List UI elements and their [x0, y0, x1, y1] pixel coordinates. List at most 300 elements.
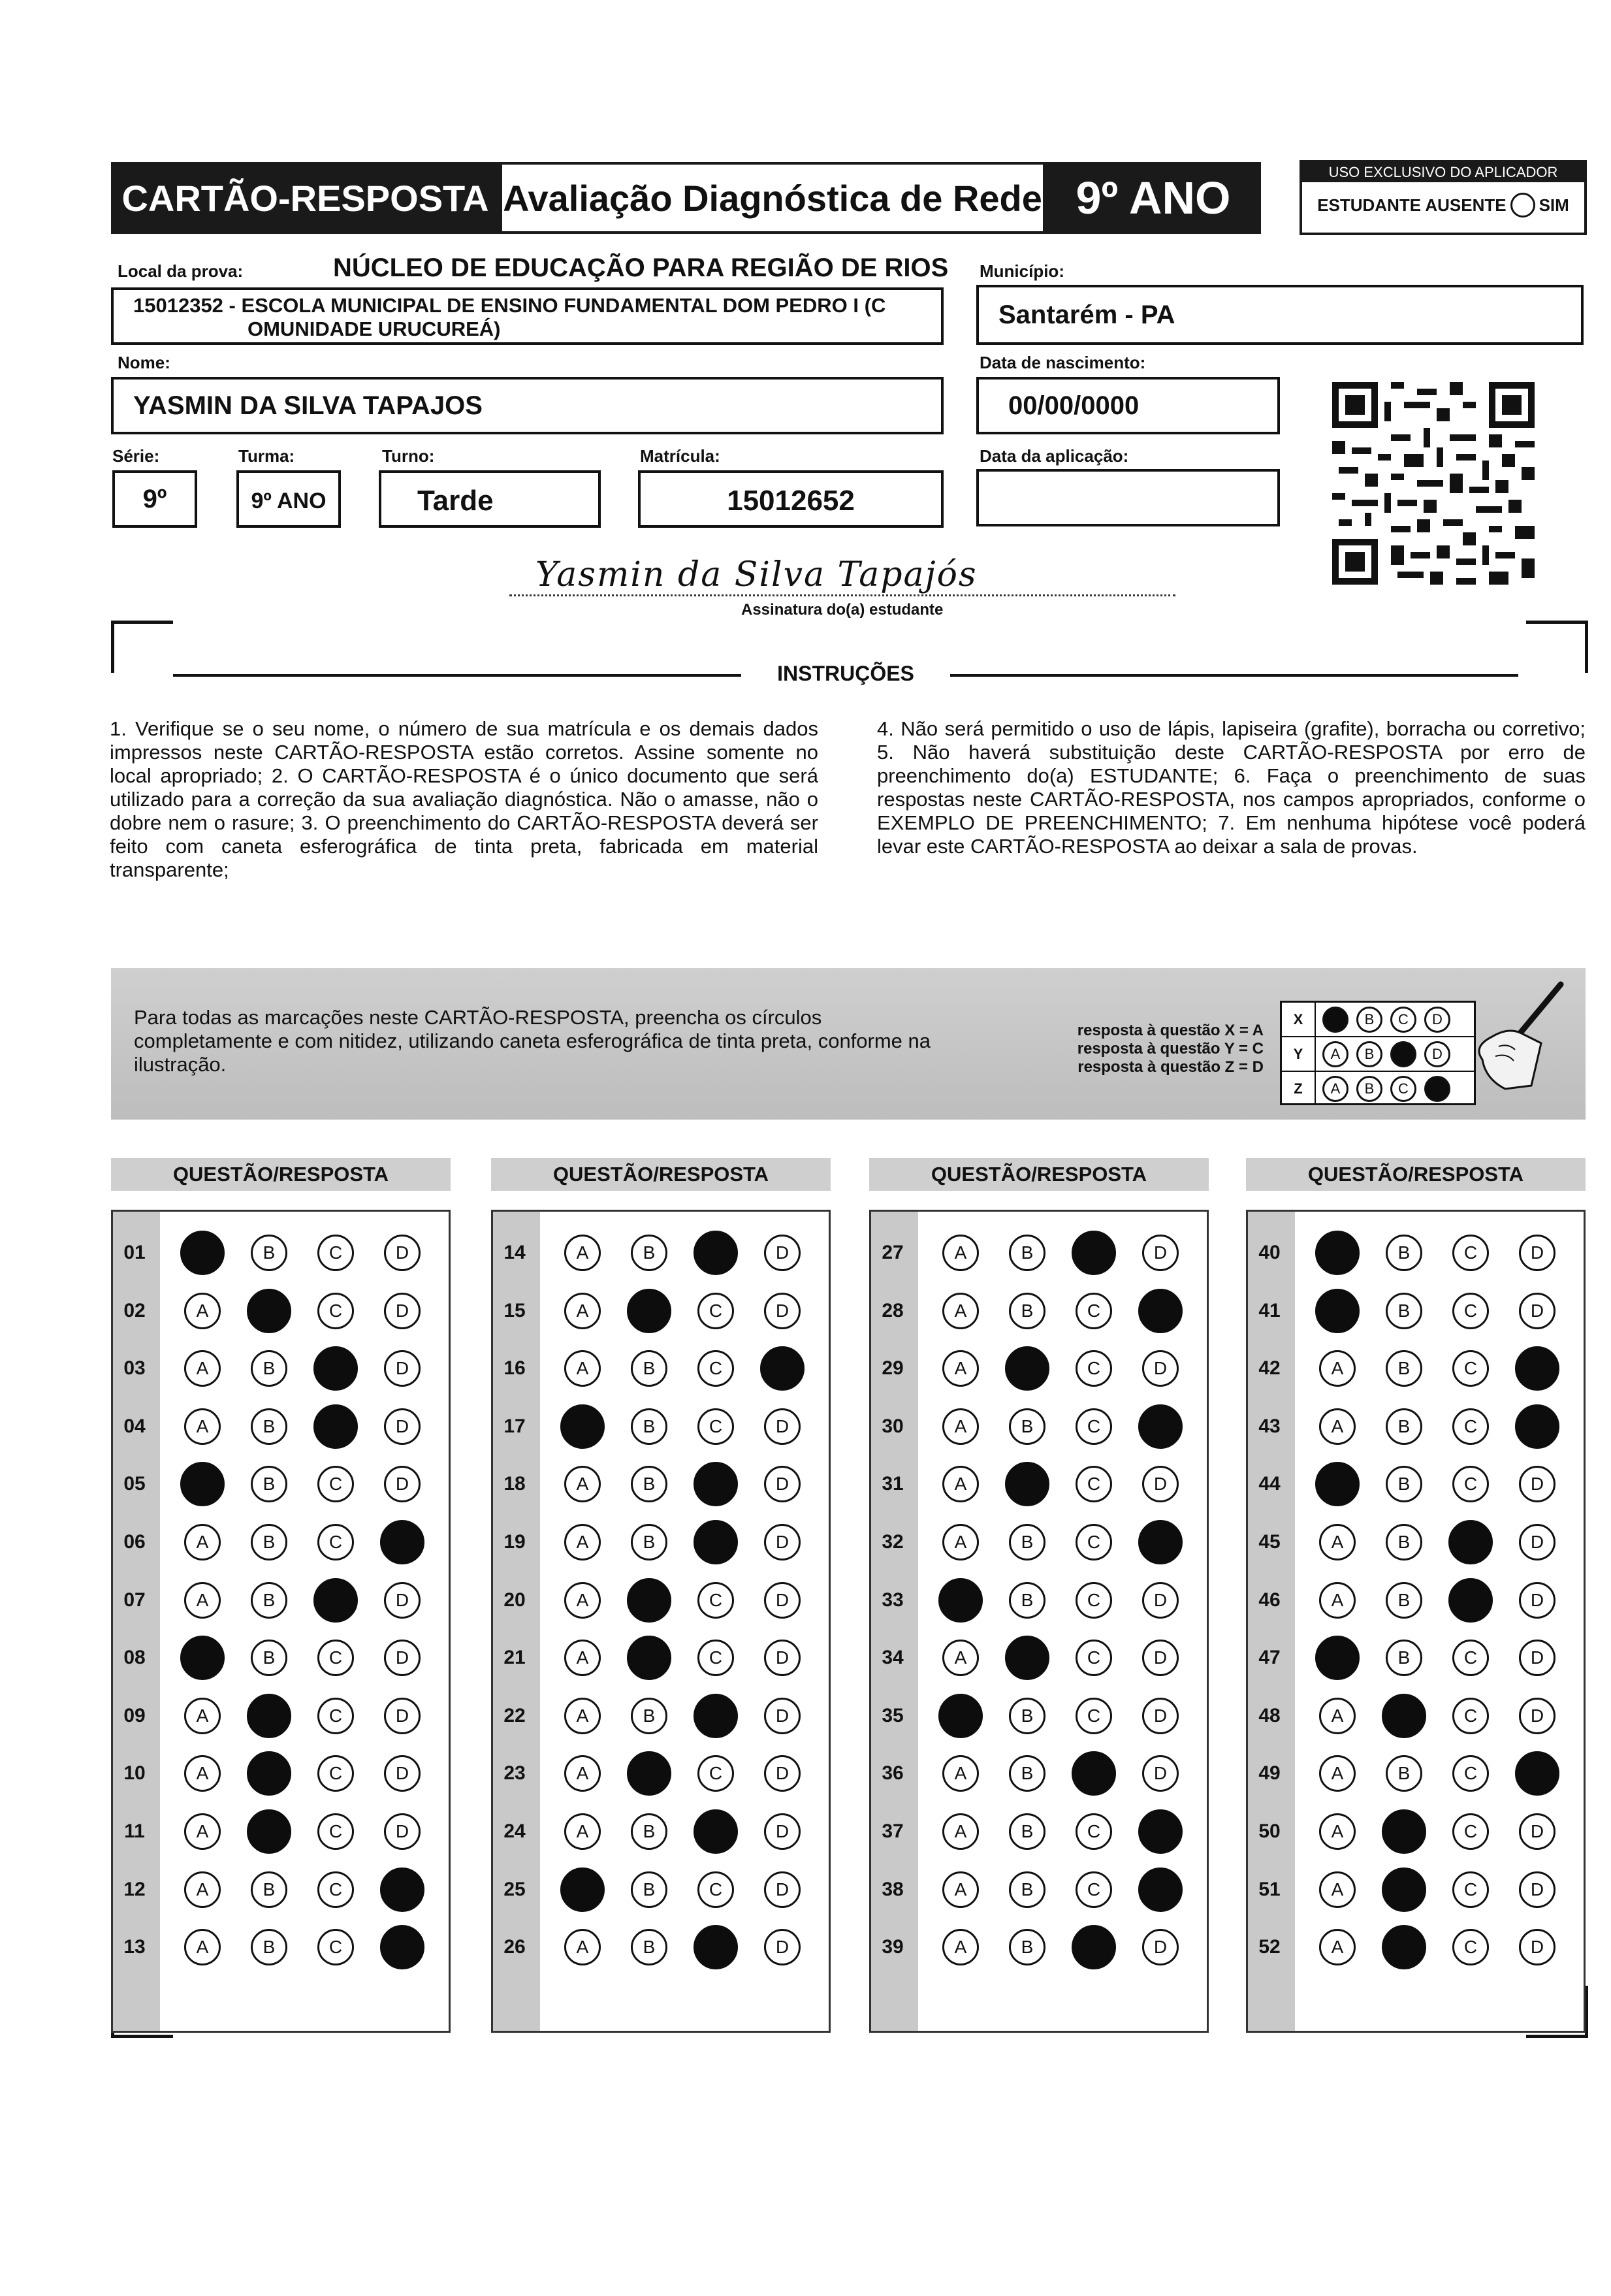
absent-checkbox[interactable]	[1510, 193, 1535, 218]
bubble-c[interactable]: C	[1452, 1235, 1489, 1271]
bubble-d[interactable]: D	[1142, 1929, 1179, 1965]
bubble-b-filled[interactable]	[627, 1289, 671, 1333]
bubble-d[interactable]: D	[384, 1466, 421, 1502]
bubble-b[interactable]: B	[251, 1929, 287, 1965]
bubble-a[interactable]: A	[942, 1524, 979, 1560]
bubble-b[interactable]: B	[251, 1640, 287, 1676]
question-number: 33	[882, 1589, 904, 1611]
bubble-d[interactable]: D	[384, 1640, 421, 1676]
bubble-c[interactable]: C	[697, 1350, 734, 1387]
bubble-c[interactable]: C	[1452, 1640, 1489, 1676]
bubble-b[interactable]: B	[1009, 1524, 1045, 1560]
bubble-d[interactable]: D	[764, 1524, 801, 1560]
bubble-d-filled[interactable]	[1138, 1868, 1183, 1912]
bubble-a-filled[interactable]	[180, 1636, 225, 1680]
bubble-b[interactable]: B	[1386, 1640, 1422, 1676]
bubble-c-filled[interactable]	[1448, 1578, 1493, 1623]
bubble-b[interactable]: B	[1386, 1350, 1422, 1387]
question-number: 06	[123, 1531, 146, 1553]
bubble-c-filled[interactable]	[1072, 1751, 1116, 1796]
bubble-c[interactable]: C	[1076, 1524, 1112, 1560]
bubble-a[interactable]: A	[184, 1698, 221, 1734]
question-row	[111, 1289, 451, 1333]
bubble-b[interactable]: B	[1386, 1466, 1422, 1502]
bubble-c[interactable]: C	[1076, 1408, 1112, 1445]
bubble-b-filled[interactable]	[247, 1694, 291, 1738]
question-row	[1246, 1925, 1586, 1969]
bubble-a[interactable]: A	[184, 1350, 221, 1387]
bubble-c[interactable]: C	[1076, 1293, 1112, 1329]
bubble-d[interactable]: D	[1519, 1640, 1555, 1676]
example-legend-y: resposta à questão Y = C	[1077, 1040, 1264, 1058]
question-row	[869, 1809, 1209, 1854]
example-bubble-c-filled	[1390, 1041, 1416, 1067]
bubble-c[interactable]: C	[1452, 1813, 1489, 1850]
bubble-a[interactable]: A	[564, 1235, 601, 1271]
bubble-b[interactable]: B	[1009, 1293, 1045, 1329]
bubble-b[interactable]: B	[631, 1466, 667, 1502]
bubble-c[interactable]: C	[1452, 1466, 1489, 1502]
example-row-label: Y	[1282, 1037, 1316, 1071]
question-number: 26	[503, 1936, 526, 1958]
bubble-c[interactable]: C	[697, 1582, 734, 1619]
bubble-a[interactable]: A	[942, 1466, 979, 1502]
question-row	[491, 1289, 831, 1333]
question-row	[491, 1636, 831, 1680]
bubble-b[interactable]: B	[631, 1929, 667, 1965]
bubble-d[interactable]: D	[384, 1235, 421, 1271]
bubble-a[interactable]: A	[1319, 1755, 1356, 1792]
bubble-a[interactable]: A	[184, 1813, 221, 1850]
bubble-a[interactable]: A	[942, 1235, 979, 1271]
bubble-c[interactable]: C	[1452, 1871, 1489, 1908]
bubble-d[interactable]: D	[1142, 1640, 1179, 1676]
bubble-c-filled[interactable]	[313, 1578, 358, 1623]
bubble-c-filled[interactable]	[1072, 1925, 1116, 1969]
question-number: 41	[1258, 1299, 1281, 1321]
matricula-field: 15012652	[638, 470, 944, 528]
bubble-b[interactable]: B	[251, 1408, 287, 1445]
bubble-b-filled[interactable]	[1005, 1346, 1049, 1391]
bubble-d[interactable]: D	[1142, 1235, 1179, 1271]
question-row	[111, 1404, 451, 1449]
bubble-b[interactable]: B	[631, 1235, 667, 1271]
bubble-c[interactable]: C	[1452, 1755, 1489, 1792]
question-number: 07	[123, 1589, 146, 1611]
question-number: 01	[123, 1242, 146, 1263]
bubble-d-filled[interactable]	[380, 1925, 424, 1969]
bubble-b-filled[interactable]	[247, 1751, 291, 1796]
bubble-d[interactable]: D	[1519, 1698, 1555, 1734]
bubble-a[interactable]: A	[564, 1813, 601, 1850]
bubble-c-filled[interactable]	[694, 1809, 738, 1854]
bubble-a[interactable]: A	[1319, 1929, 1356, 1965]
bubble-b-filled[interactable]	[247, 1289, 291, 1333]
column-header: QUESTÃO/RESPOSTA	[111, 1158, 451, 1191]
bubble-b[interactable]: B	[1386, 1235, 1422, 1271]
signature-label: Assinatura do(a) estudante	[741, 601, 944, 619]
example-row-x	[1282, 1003, 1474, 1037]
example-bubble-d-filled	[1424, 1076, 1450, 1102]
question-number: 46	[1258, 1589, 1281, 1611]
bubble-c[interactable]: C	[697, 1293, 734, 1329]
bubble-a-filled[interactable]	[560, 1868, 605, 1912]
example-band	[111, 968, 1586, 1120]
bubble-d[interactable]: D	[764, 1466, 801, 1502]
bubble-c[interactable]: C	[317, 1466, 354, 1502]
bubble-a[interactable]: A	[564, 1929, 601, 1965]
bubble-b[interactable]: B	[1009, 1813, 1045, 1850]
bubble-a[interactable]: A	[1319, 1871, 1356, 1908]
bubble-b[interactable]: B	[631, 1871, 667, 1908]
bubble-c[interactable]: C	[1076, 1698, 1112, 1734]
bubble-b[interactable]: B	[1386, 1755, 1422, 1792]
bubble-a-filled[interactable]	[180, 1231, 225, 1275]
bubble-c[interactable]: C	[317, 1293, 354, 1329]
bubble-c[interactable]: C	[1452, 1929, 1489, 1965]
bubble-a[interactable]: A	[942, 1813, 979, 1850]
nascimento-label: Data de nascimento:	[980, 353, 1146, 372]
bubble-b[interactable]: B	[1386, 1293, 1422, 1329]
bubble-d[interactable]: D	[1519, 1929, 1555, 1965]
question-row	[1246, 1694, 1586, 1738]
bubble-d[interactable]: D	[384, 1698, 421, 1734]
bubble-a[interactable]: A	[564, 1582, 601, 1619]
example-bubble-a: A	[1322, 1076, 1348, 1102]
bubble-d[interactable]: D	[1519, 1524, 1555, 1560]
bubble-c-filled[interactable]	[1448, 1520, 1493, 1564]
bubble-d[interactable]: D	[1142, 1466, 1179, 1502]
question-row	[111, 1694, 451, 1738]
bubble-d[interactable]: D	[1519, 1813, 1555, 1850]
bubble-c-filled[interactable]	[694, 1520, 738, 1564]
bubble-d-filled[interactable]	[1138, 1809, 1183, 1854]
bubble-b[interactable]: B	[1009, 1698, 1045, 1734]
bubble-c[interactable]: C	[317, 1755, 354, 1792]
bubble-d[interactable]: D	[1519, 1293, 1555, 1329]
question-number: 36	[882, 1762, 904, 1785]
bubble-d[interactable]: D	[1142, 1755, 1179, 1792]
bubble-a[interactable]: A	[942, 1755, 979, 1792]
bubble-c[interactable]: C	[1076, 1582, 1112, 1619]
bubble-a[interactable]: A	[184, 1293, 221, 1329]
bubble-c[interactable]: C	[1076, 1813, 1112, 1850]
bubble-a[interactable]: A	[1319, 1698, 1356, 1734]
bubble-a-filled[interactable]	[1315, 1289, 1360, 1333]
bubble-d[interactable]: D	[384, 1813, 421, 1850]
bubble-b[interactable]: B	[251, 1871, 287, 1908]
bubble-a[interactable]: A	[564, 1698, 601, 1734]
bubble-a[interactable]: A	[184, 1871, 221, 1908]
question-number: 02	[123, 1299, 146, 1321]
bubble-c[interactable]: C	[1452, 1408, 1489, 1445]
corner-bracket-top-right	[1526, 621, 1588, 673]
question-number: 45	[1258, 1531, 1281, 1553]
question-number: 18	[503, 1473, 526, 1495]
question-number: 49	[1258, 1762, 1281, 1785]
bubble-a[interactable]: A	[1319, 1813, 1356, 1850]
bubble-c[interactable]: C	[317, 1813, 354, 1850]
municipio-label: Município:	[980, 261, 1064, 281]
question-number: 40	[1258, 1242, 1281, 1263]
question-number: 20	[503, 1589, 526, 1611]
bubble-c-filled[interactable]	[694, 1231, 738, 1275]
bubble-b-filled[interactable]	[1382, 1925, 1426, 1969]
bubble-b[interactable]: B	[1009, 1755, 1045, 1792]
question-number: 34	[882, 1647, 904, 1669]
bubble-b[interactable]: B	[1386, 1524, 1422, 1560]
question-row	[1246, 1520, 1586, 1564]
question-number: 09	[123, 1704, 146, 1726]
bubble-a[interactable]: A	[184, 1929, 221, 1965]
bubble-b[interactable]: B	[631, 1813, 667, 1850]
question-number: 37	[882, 1820, 904, 1842]
bubble-a[interactable]: A	[942, 1293, 979, 1329]
bubble-a[interactable]: A	[184, 1524, 221, 1560]
bubble-b-filled[interactable]	[247, 1809, 291, 1854]
bubble-d[interactable]: D	[1519, 1582, 1555, 1619]
question-row	[491, 1346, 831, 1391]
question-number: 25	[503, 1878, 526, 1900]
bubble-a[interactable]: A	[1319, 1350, 1356, 1387]
bubble-c-filled[interactable]	[313, 1346, 358, 1391]
bubble-a[interactable]: A	[942, 1929, 979, 1965]
bubble-a[interactable]: A	[184, 1408, 221, 1445]
instructions-rule-right	[950, 674, 1518, 677]
aplicacao-field	[976, 469, 1280, 526]
bubble-d[interactable]: D	[1519, 1871, 1555, 1908]
bubble-a[interactable]: A	[942, 1350, 979, 1387]
bubble-b[interactable]: B	[1009, 1408, 1045, 1445]
bubble-d[interactable]: D	[764, 1929, 801, 1965]
school-field	[111, 287, 944, 345]
bubble-d-filled[interactable]	[1515, 1346, 1559, 1391]
applicator-label: USO EXCLUSIVO DO APLICADOR	[1302, 163, 1584, 182]
bubble-c-filled[interactable]	[694, 1462, 738, 1506]
bubble-c[interactable]: C	[1076, 1350, 1112, 1387]
question-row	[111, 1578, 451, 1623]
bubble-c[interactable]: C	[1076, 1466, 1112, 1502]
example-row-label: X	[1282, 1003, 1316, 1036]
bubble-c[interactable]: C	[1452, 1293, 1489, 1329]
bubble-c[interactable]: C	[1452, 1698, 1489, 1734]
question-row	[1246, 1404, 1586, 1449]
bubble-b[interactable]: B	[1009, 1235, 1045, 1271]
question-row	[869, 1694, 1209, 1738]
bubble-d[interactable]: D	[1519, 1235, 1555, 1271]
bubble-d-filled[interactable]	[1138, 1289, 1183, 1333]
bubble-c-filled[interactable]	[313, 1404, 358, 1449]
bubble-b[interactable]: B	[631, 1408, 667, 1445]
question-row	[111, 1925, 451, 1969]
bubble-a[interactable]: A	[1319, 1408, 1356, 1445]
question-number: 47	[1258, 1647, 1281, 1669]
turma-field: 9º ANO	[236, 470, 341, 528]
bubble-d[interactable]: D	[1142, 1698, 1179, 1734]
question-number: 10	[123, 1762, 146, 1785]
bubble-c[interactable]: C	[697, 1755, 734, 1792]
local-region: NÚCLEO DE EDUCAÇÃO PARA REGIÃO DE RIOS	[333, 253, 949, 282]
column-header: QUESTÃO/RESPOSTA	[869, 1158, 1209, 1191]
bubble-d[interactable]: D	[764, 1698, 801, 1734]
bubble-d[interactable]: D	[1142, 1350, 1179, 1387]
bubble-d-filled[interactable]	[1138, 1520, 1183, 1564]
question-number: 52	[1258, 1936, 1281, 1958]
applicator-box	[1300, 160, 1587, 235]
bubble-b-filled[interactable]	[1005, 1636, 1049, 1680]
bubble-d[interactable]: D	[764, 1640, 801, 1676]
bubble-b-filled[interactable]	[1005, 1462, 1049, 1506]
bubble-b-filled[interactable]	[1382, 1868, 1426, 1912]
bubble-c[interactable]: C	[1452, 1350, 1489, 1387]
bubble-d[interactable]: D	[384, 1582, 421, 1619]
bubble-c[interactable]: C	[697, 1871, 734, 1908]
bubble-b-filled[interactable]	[627, 1751, 671, 1796]
question-number: 32	[882, 1531, 904, 1553]
bubble-b[interactable]: B	[251, 1466, 287, 1502]
bubble-a-filled[interactable]	[560, 1404, 605, 1449]
bubble-d[interactable]: D	[764, 1755, 801, 1792]
bubble-c-filled[interactable]	[1072, 1231, 1116, 1275]
bubble-a[interactable]: A	[564, 1293, 601, 1329]
turma-label: Turma:	[238, 446, 295, 466]
bubble-b[interactable]: B	[251, 1350, 287, 1387]
question-number: 08	[123, 1647, 146, 1669]
bubble-a[interactable]: A	[1319, 1524, 1356, 1560]
question-number: 13	[123, 1936, 146, 1958]
bubble-d-filled[interactable]	[1515, 1751, 1559, 1796]
bubble-d[interactable]: D	[384, 1293, 421, 1329]
qr-code	[1332, 382, 1535, 585]
question-row	[1246, 1462, 1586, 1506]
bubble-d[interactable]: D	[764, 1408, 801, 1445]
bubble-b[interactable]: B	[1009, 1929, 1045, 1965]
bubble-a[interactable]: A	[564, 1524, 601, 1560]
serie-field: 9º	[112, 470, 197, 528]
bubble-c[interactable]: C	[317, 1235, 354, 1271]
bubble-d[interactable]: D	[384, 1755, 421, 1792]
question-number: 11	[124, 1820, 145, 1842]
bubble-d-filled[interactable]	[760, 1346, 805, 1391]
example-row-y	[1282, 1037, 1474, 1072]
bubble-b[interactable]: B	[1386, 1408, 1422, 1445]
bubble-c[interactable]: C	[317, 1929, 354, 1965]
bubble-d[interactable]: D	[1519, 1466, 1555, 1502]
bubble-c[interactable]: C	[317, 1524, 354, 1560]
question-number: 48	[1258, 1704, 1281, 1726]
question-row	[111, 1231, 451, 1275]
bubble-c-filled[interactable]	[694, 1694, 738, 1738]
question-number: 19	[503, 1531, 526, 1553]
bubble-c[interactable]: C	[1076, 1871, 1112, 1908]
bubble-d[interactable]: D	[764, 1235, 801, 1271]
bubble-a[interactable]: A	[942, 1871, 979, 1908]
bubble-a[interactable]: A	[942, 1640, 979, 1676]
bubble-c[interactable]: C	[1076, 1640, 1112, 1676]
question-number: 42	[1258, 1357, 1281, 1380]
column-header: QUESTÃO/RESPOSTA	[1246, 1158, 1586, 1191]
question-number: 43	[1258, 1415, 1281, 1437]
bubble-a[interactable]: A	[184, 1582, 221, 1619]
question-number: 39	[882, 1936, 904, 1958]
bubble-d[interactable]: D	[1142, 1582, 1179, 1619]
example-bubble-b: B	[1356, 1076, 1382, 1102]
local-label: Local da prova:	[118, 261, 244, 281]
bubble-b[interactable]: B	[631, 1698, 667, 1734]
question-number: 21	[503, 1647, 526, 1669]
bubble-a[interactable]: A	[564, 1755, 601, 1792]
question-row	[869, 1231, 1209, 1275]
instructions-rule-left	[173, 674, 741, 677]
bubble-b[interactable]: B	[251, 1582, 287, 1619]
bubble-b-filled[interactable]	[1382, 1809, 1426, 1854]
bubble-d-filled[interactable]	[1515, 1404, 1559, 1449]
question-row	[491, 1694, 831, 1738]
question-row	[1246, 1578, 1586, 1623]
bubble-c[interactable]: C	[317, 1871, 354, 1908]
bubble-b[interactable]: B	[251, 1524, 287, 1560]
bubble-a[interactable]: A	[942, 1408, 979, 1445]
bubble-a-filled[interactable]	[1315, 1636, 1360, 1680]
bubble-b[interactable]: B	[631, 1350, 667, 1387]
bubble-a-filled[interactable]	[180, 1462, 225, 1506]
bubble-b[interactable]: B	[1009, 1582, 1045, 1619]
bubble-d[interactable]: D	[764, 1582, 801, 1619]
bubble-d[interactable]: D	[764, 1293, 801, 1329]
example-row-z	[1282, 1072, 1474, 1105]
bubble-c[interactable]: C	[697, 1640, 734, 1676]
bubble-a-filled[interactable]	[938, 1694, 983, 1738]
bubble-b-filled[interactable]	[1382, 1694, 1426, 1738]
question-row	[111, 1868, 451, 1912]
bubble-b[interactable]: B	[1386, 1582, 1422, 1619]
question-number: 50	[1258, 1820, 1281, 1842]
bubble-c[interactable]: C	[317, 1698, 354, 1734]
question-row	[491, 1751, 831, 1796]
bubble-a[interactable]: A	[564, 1350, 601, 1387]
bubble-d[interactable]: D	[384, 1408, 421, 1445]
bubble-b[interactable]: B	[631, 1524, 667, 1560]
example-legend-x: resposta à questão X = A	[1077, 1022, 1264, 1039]
bubble-c[interactable]: C	[697, 1408, 734, 1445]
bubble-d-filled[interactable]	[380, 1868, 424, 1912]
question-number: 27	[882, 1242, 904, 1263]
bubble-a[interactable]: A	[564, 1640, 601, 1676]
question-row	[869, 1751, 1209, 1796]
bubble-a-filled[interactable]	[1315, 1462, 1360, 1506]
bubble-b[interactable]: B	[251, 1235, 287, 1271]
bubble-a[interactable]: A	[184, 1755, 221, 1792]
bubble-c-filled[interactable]	[694, 1925, 738, 1969]
bubble-d[interactable]: D	[764, 1871, 801, 1908]
bubble-d-filled[interactable]	[380, 1520, 424, 1564]
question-number: 30	[882, 1415, 904, 1437]
bubble-c[interactable]: C	[317, 1640, 354, 1676]
bubble-d-filled[interactable]	[1138, 1404, 1183, 1449]
bubble-b-filled[interactable]	[627, 1636, 671, 1680]
bubble-b-filled[interactable]	[627, 1578, 671, 1623]
bubble-d[interactable]: D	[384, 1350, 421, 1387]
bubble-a-filled[interactable]	[1315, 1231, 1360, 1275]
bubble-d[interactable]: D	[764, 1813, 801, 1850]
example-grid	[1280, 1001, 1476, 1105]
serie-label: Série:	[112, 446, 160, 466]
bubble-a-filled[interactable]	[938, 1578, 983, 1623]
bubble-a[interactable]: A	[1319, 1582, 1356, 1619]
bubble-a[interactable]: A	[564, 1466, 601, 1502]
question-row	[869, 1346, 1209, 1391]
bubble-b[interactable]: B	[1009, 1871, 1045, 1908]
